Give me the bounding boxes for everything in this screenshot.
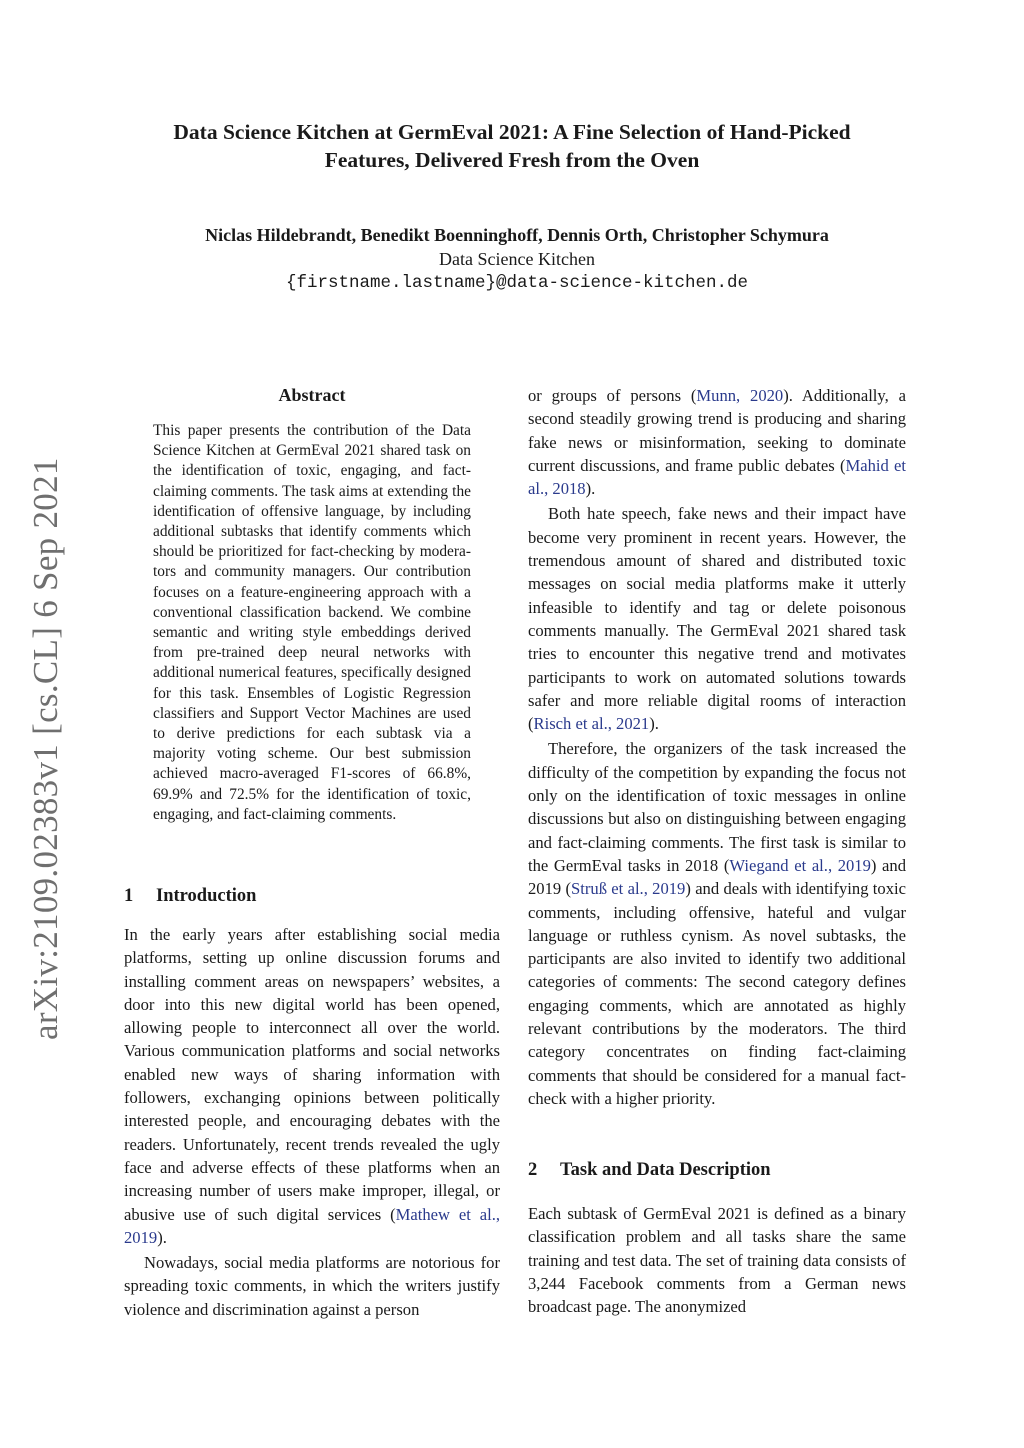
introduction-body — [124, 923, 500, 1323]
section-1-heading — [124, 884, 500, 908]
citation-link[interactable]: Mahid et al., 2018 — [528, 455, 906, 499]
citation-link[interactable]: Mathew et al., 2019 — [124, 1204, 501, 1247]
author-list: Niclas Hildebrandt, Benedikt Boenninghoff, Dennis Orth, Christopher Schymura — [205, 225, 829, 245]
affiliation: Data Science Kitchen — [439, 249, 595, 269]
section-2-paragraph-1: Each subtask of GermEval 2021 is defined as a binary classification problem and all tasks share the same training and test data. The set of training data consists of 3,244 Facebook comments from a German news broadcast page. The anonymized — [528, 1204, 906, 1317]
citation-link[interactable]: Munn, 2020 — [696, 386, 784, 405]
intro-paragraph-1: In the early years after establishing social media platforms, setting up online discussion forums and installing comment areas on newspapers’ websites, a door into this new digital world has been opened, allowing people to interconnect all over the world. Various communication platforms and social networks enabled new ways of sharing information with followers, exchanging opinions between politically interested people, and encouraging debates with the readers. Unfortunately, recent trends revealed the ugly face and adverse effects of these platforms when an increasing number of users make improper, illegal, or abusive use of such digital services (Mathew et al., 2019). — [124, 925, 501, 1247]
section-2-number: 2 — [528, 1160, 538, 1180]
section-2-heading — [528, 1158, 906, 1182]
title-line-1: Data Science Kitchen at GermEval 2021: A Fine Selection of Hand-Picked — [173, 120, 851, 144]
abstract-heading: Abstract — [278, 385, 346, 405]
citation-link[interactable]: Wiegand et al., 2019 — [729, 855, 871, 875]
title-line-2: Features, Delivered Fresh from the Oven — [324, 148, 700, 172]
right-column-body — [528, 384, 906, 1112]
section-2-body — [528, 1202, 906, 1320]
citation-link[interactable]: Struß et al., 2019 — [571, 879, 686, 899]
section-2-title: Task and Data Description — [560, 1160, 771, 1180]
intro-paragraph-2: Nowadays, social media platforms are notorious for spreading toxic comments, in which the writers justify violence and discrimination against a person — [124, 1253, 500, 1319]
right-paragraph-2: Both hate speech, fake news and their impact have become very prominent in recent years. However, the tremendous amount of shared and distributed toxic messages on social media platforms make it utterly infeasible to identify and tag or delete poisonous comments manually. The GermEval 2021 shared task tries to encounter this negative trend and motivates participants to work on automated solutions towards safer and more reliable digital rooms of interaction (Risch et al., 2021). — [528, 504, 906, 734]
paper-title — [100, 118, 924, 174]
author-email: {firstname.lastname}@data-science-kitchen.de — [285, 273, 749, 293]
arxiv-stamp: arXiv:2109.02383v1 [cs.CL] 6 Sep 2021 — [26, 457, 65, 1040]
citation-link[interactable]: Risch et al., 2021 — [533, 714, 650, 734]
section-1-number: 1 — [124, 886, 134, 906]
section-1-title: Introduction — [156, 886, 257, 906]
right-paragraph-1: or groups of persons (Munn, 2020). Additionally, a second steadily growing trend is producing and sharing fake news or misinformation, seeking to dominate current discussions, and frame public debates (Mahid et al., 2018). — [528, 386, 906, 499]
abstract-text: This paper presents the contribution of the Data Science Kitchen at GermEval 2021 shared task on the identification of toxic, engaging, and fact-claiming comments. The task aims at extending the identification of offensive language, by including additional subtasks that identify comments which should be prioritized for fact-checking by moderators and community managers. Our contribution focuses on a feature-engineering approach with a conventional classification backend. We combine semantic and writing style embeddings derived from pre-trained deep neural networks with additional numerical features, specifically designed for this task. Ensembles of Logistic Regression classifiers and Support Vector Machines are used to derive predictions for each subtask via a majority voting scheme. Our best submission achieved macro-averaged F1-scores of 66.8%, 69.9% and 72.5% for the identification of toxic, engaging, and fact-claiming comments. — [153, 422, 471, 823]
right-paragraph-3: Therefore, the organizers of the task increased the difficulty of the competition by expanding the focus not only on the identification of toxic messages in online discussions but also on distinguishing between engaging and fact-claiming comments. The first task is similar to the GermEval tasks in 2018 (Wiegand et al., 2019) and 2019 (Struß et al., 2019) and deals with identifying toxic comments, including offensive, hateful and vulgar language or ruthless cynism. As novel subtasks, the participants are also invited to identify two additional categories of comments: The second category defines engaging comments, which are annotated as highly relevant contributions by the moderators. The third category concentrates on finding fact-claiming comments that should be considered for a manual fact-check with a higher priority. — [528, 739, 907, 1108]
